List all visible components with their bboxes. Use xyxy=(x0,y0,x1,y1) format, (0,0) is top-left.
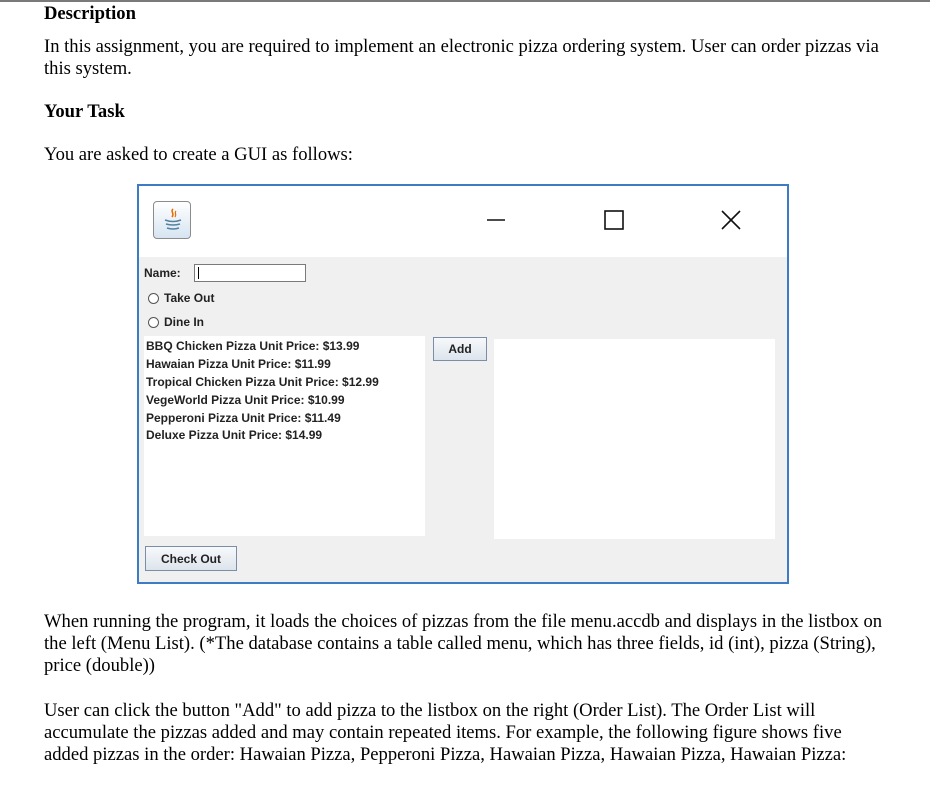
task-heading: Your Task xyxy=(44,101,125,122)
menu-list-item[interactable]: BBQ Chicken Pizza Unit Price: $13.99 xyxy=(146,339,360,353)
dine-in-radio[interactable] xyxy=(148,315,204,329)
text-caret xyxy=(198,267,199,279)
check-out-button[interactable]: Check Out xyxy=(145,546,237,571)
add-paragraph: User can click the button "Add" to add pizza to the listbox on the right (Order List). The Order List will accumulate the pizzas added and may contain repeated items. For example, the following figure shows five added pizzas in the order: Hawaian Pizza, Pepperoni Pizza, Hawaian Pizza, Hawaian Pizza, Hawaian Pizza: xyxy=(44,700,847,765)
take-out-label: Take Out xyxy=(164,291,215,305)
menu-list[interactable] xyxy=(144,336,425,536)
menu-list-item[interactable]: VegeWorld Pizza Unit Price: $10.99 xyxy=(146,392,345,407)
name-label: Name: xyxy=(144,266,181,280)
name-input[interactable] xyxy=(194,264,306,282)
pizza-order-window xyxy=(137,184,789,584)
menu-list-item[interactable]: Pepperoni Pizza Unit Price: $11.49 xyxy=(146,410,341,425)
menu-list-item[interactable]: Deluxe Pizza Unit Price: $14.99 xyxy=(146,428,323,443)
minimize-icon[interactable] xyxy=(484,208,508,232)
running-paragraph: When running the program, it loads the choices of pizzas from the file menu.accdb and displays in the listbox on the left (Menu List). (*The database contains a table called menu, which has three fields, id (int), pizza (String), price (double)) xyxy=(44,611,883,676)
radio-button-icon[interactable] xyxy=(148,317,159,328)
close-icon[interactable] xyxy=(719,208,743,232)
window-titlebar[interactable] xyxy=(139,186,787,257)
menu-list-item[interactable]: Tropical Chicken Pizza Unit Price: $12.99 xyxy=(146,374,379,389)
description-heading: Description xyxy=(44,3,136,24)
take-out-radio[interactable] xyxy=(148,291,214,305)
order-list[interactable] xyxy=(494,339,775,539)
dine-in-label: Dine In xyxy=(164,315,205,329)
radio-button-icon[interactable] xyxy=(148,293,159,304)
maximize-icon[interactable] xyxy=(602,208,626,232)
task-paragraph: You are asked to create a GUI as follows: xyxy=(44,144,353,165)
add-button[interactable]: Add xyxy=(433,337,487,361)
java-coffee-cup-icon[interactable] xyxy=(153,201,191,239)
menu-list-item[interactable]: Hawaian Pizza Unit Price: $11.99 xyxy=(146,356,331,371)
intro-paragraph: In this assignment, you are required to implement an electronic pizza ordering system. User can order pizzas via this system. xyxy=(44,36,879,79)
page-top-rule xyxy=(0,0,930,2)
